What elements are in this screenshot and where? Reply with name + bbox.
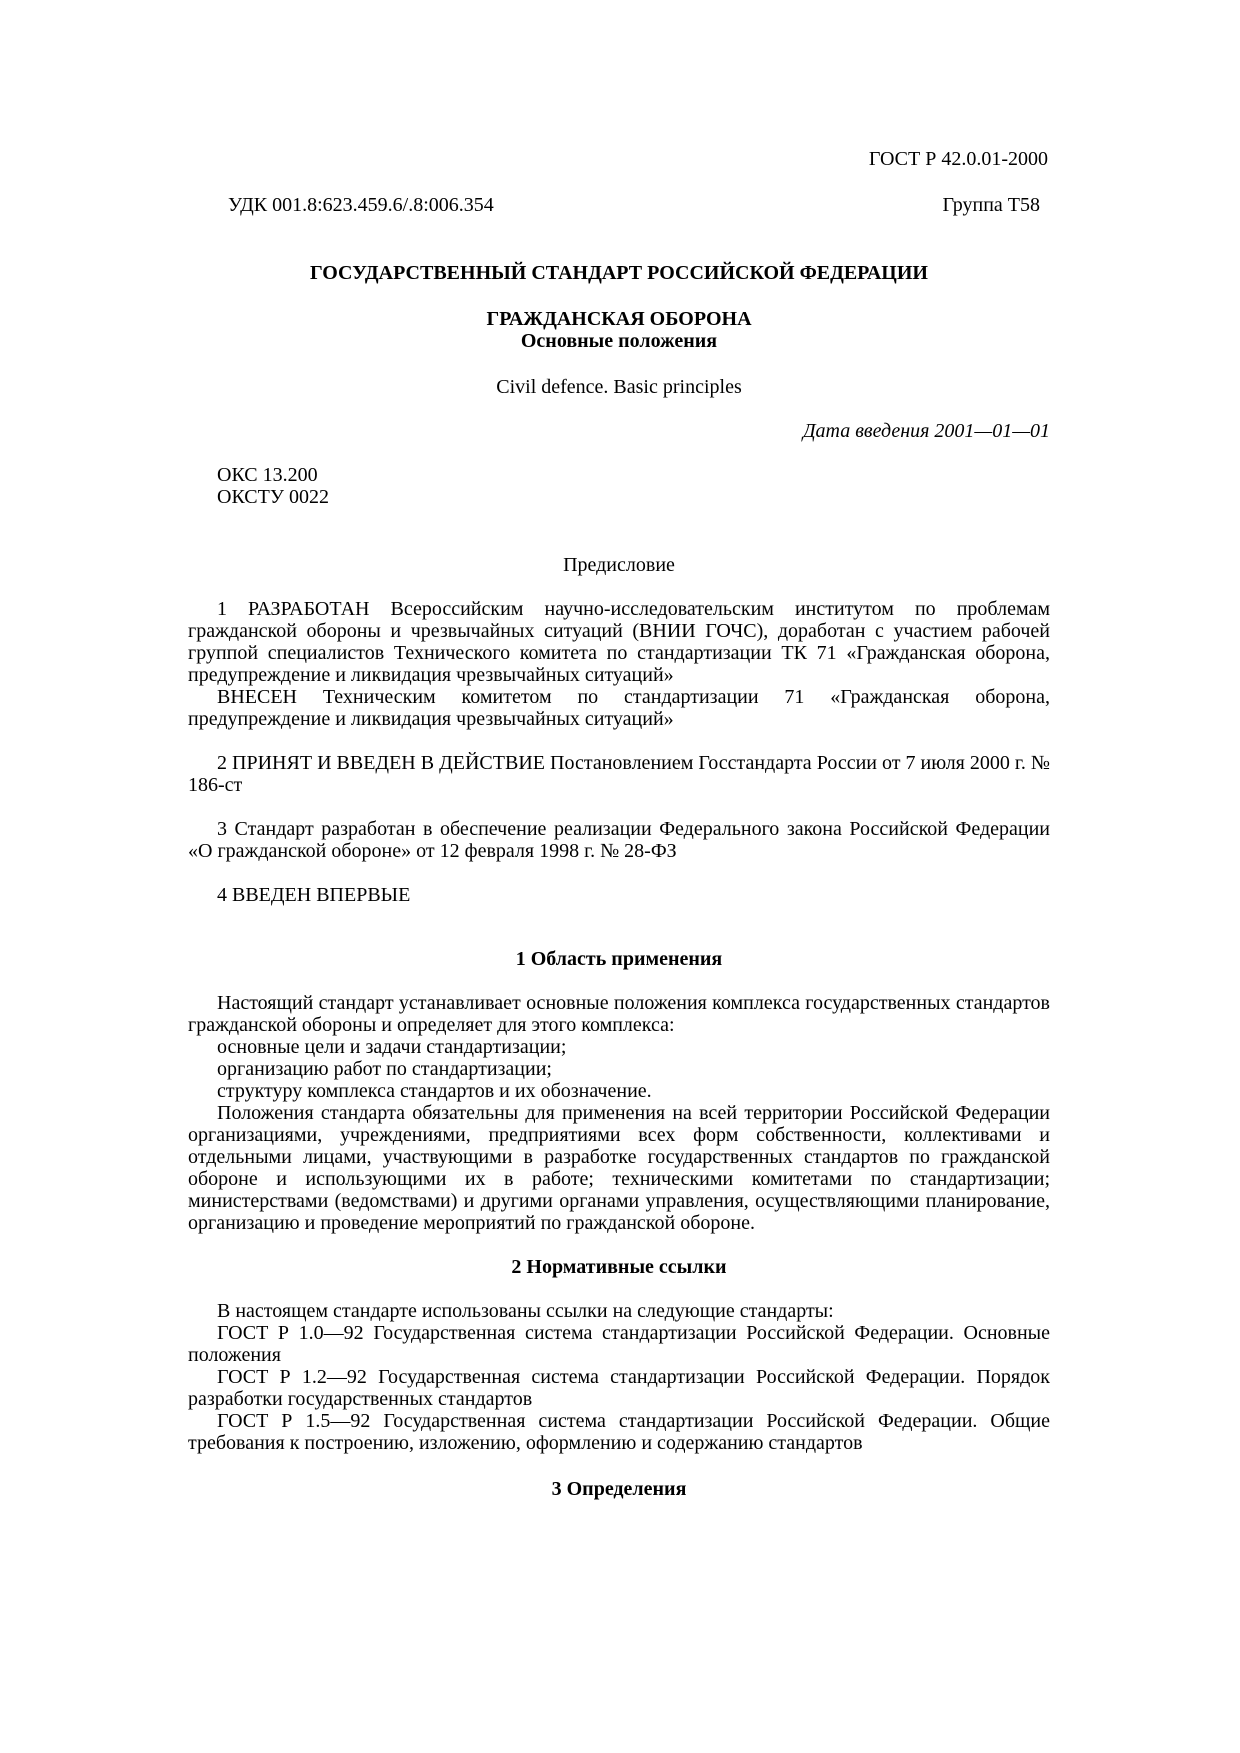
group-code: Группа Т58 xyxy=(942,194,1040,216)
reference-item: ГОСТ Р 1.0—92 Государственная система стандартизации Российской Федерации. Основные положения xyxy=(188,1322,1050,1366)
list-item: основные цели и задачи стандартизации; xyxy=(217,1036,567,1058)
paragraph: В настоящем стандарте использованы ссылки на следующие стандарты: xyxy=(217,1300,834,1322)
foreword-paragraph: 1 РАЗРАБОТАН Всероссийским научно-исследовательским институтом по проблемам гражданской обороны и чрезвычайных ситуаций (ВНИИ ГОЧС), доработан с участием рабочей группой специалистов Технического комитета по стандартизации ТК 71 «Гражданская оборона, предупреждение и ликвидация чрезвычайных ситуаций» xyxy=(188,598,1050,686)
introduction-date: Дата введения 2001—01—01 xyxy=(802,420,1050,442)
classification-codes xyxy=(188,464,1050,508)
gost-number: ГОСТ Р 42.0.01-2000 xyxy=(868,148,1048,170)
reference-item: ГОСТ Р 1.5—92 Государственная система стандартизации Российской Федерации. Общие требования к построению, изложению, оформлению и содержанию стандартов xyxy=(188,1410,1050,1454)
foreword-item-1 xyxy=(188,598,1050,730)
section-2-body xyxy=(188,1300,1050,1454)
state-standard-title: ГОСУДАРСТВЕННЫЙ СТАНДАРТ РОССИЙСКОЙ ФЕДЕРАЦИИ xyxy=(310,262,928,284)
oks-code: ОКС 13.200 xyxy=(217,464,318,486)
reference-item: ГОСТ Р 1.2—92 Государственная система стандартизации Российской Федерации. Порядок разработки государственных стандартов xyxy=(188,1366,1050,1410)
section-3-heading: 3 Определения xyxy=(551,1478,687,1500)
paragraph: Настоящий стандарт устанавливает основные положения комплекса государственных стандартов гражданской обороны и определяет для этого комплекса: xyxy=(188,992,1050,1036)
paragraph: Положения стандарта обязательны для применения на всей территории Российской Федерации организациями, учреждениями, предприятиями всех форм собственности, коллективами и отдельными лицами, участвующими в разработке государственных стандартов по гражданской обороне и использующими их в работе; техническими комитетами по стандартизации; министерствами (ведомствами) и другими органами управления, осуществляющими планирование, организацию и проведение мероприятий по гражданской обороне. xyxy=(188,1102,1050,1234)
document-title: ГРАЖДАНСКАЯ ОБОРОНА xyxy=(486,308,752,330)
udk-code: УДК 001.8:623.459.6/.8:006.354 xyxy=(228,194,494,216)
document-page xyxy=(188,148,1050,1500)
list-item: организацию работ по стандартизации; xyxy=(217,1058,552,1080)
foreword-item-2: 2 ПРИНЯТ И ВВЕДЕН В ДЕЙСТВИЕ Постановлением Госстандарта России от 7 июля 2000 г. № 186-ст xyxy=(188,752,1050,796)
section-1-heading: 1 Область применения xyxy=(515,948,723,970)
foreword-item-3: 3 Стандарт разработан в обеспечение реализации Федерального закона Российской Федерации «О гражданской обороне» от 12 февраля 1998 г. № 28-ФЗ xyxy=(188,818,1050,862)
english-title: Civil defence. Basic principles xyxy=(496,376,742,398)
header-row xyxy=(188,194,1050,216)
document-subtitle: Основные положения xyxy=(520,330,718,352)
section-1-body xyxy=(188,992,1050,1234)
okstu-code: ОКСТУ 0022 xyxy=(217,486,330,508)
list-item: структуру комплекса стандартов и их обозначение. xyxy=(217,1080,652,1102)
foreword-paragraph: ВНЕСЕН Техническим комитетом по стандартизации 71 «Гражданская оборона, предупреждение и ликвидация чрезвычайных ситуаций» xyxy=(188,686,1050,730)
foreword-heading: Предисловие xyxy=(563,554,675,576)
section-2-heading: 2 Нормативные ссылки xyxy=(511,1256,727,1278)
foreword-item-4: 4 ВВЕДЕН ВПЕРВЫЕ xyxy=(217,884,411,906)
